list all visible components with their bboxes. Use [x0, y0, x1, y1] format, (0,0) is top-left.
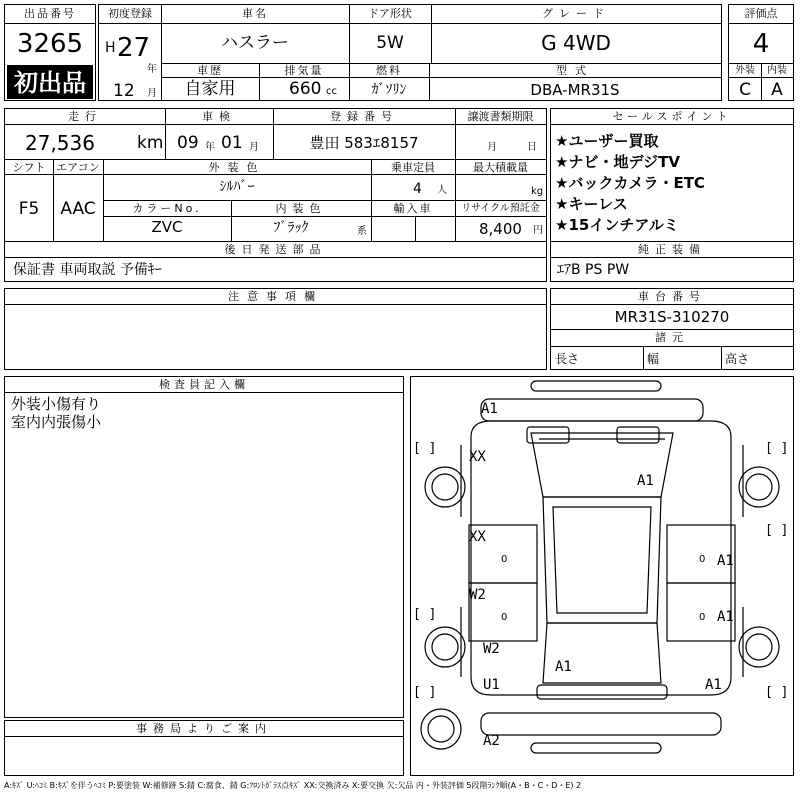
month-unit: 月 [147, 88, 157, 99]
dims-label: 諸元 [655, 331, 689, 344]
zero-mark-3: 0 [501, 612, 508, 623]
door-label: ドア形状 [368, 7, 412, 20]
first-listing-badge: 初出品 [7, 65, 93, 99]
displacement-label: 排気量 [284, 64, 324, 77]
car-name: ハスラー [221, 33, 289, 53]
mileage-unit: km [137, 133, 164, 153]
damage-mark-left-rear-fender: W2 [483, 641, 500, 657]
notes-label: 注意事項欄 [228, 290, 323, 303]
load-unit: kg [531, 186, 544, 197]
car-outline [411, 377, 793, 775]
notes-box [4, 288, 547, 370]
car-diagram [410, 376, 794, 776]
inspection-label: 車検 [202, 110, 236, 123]
inspector-label: 検査員記入欄 [159, 378, 249, 391]
capacity-unit: 人 [437, 185, 447, 196]
selling-point: ★バックカメラ・ETC [555, 174, 705, 192]
bracket-4: [ ] [413, 607, 437, 622]
fuel: ｶﾞｿﾘﾝ [371, 82, 407, 98]
selling-point: ★ナビ・地デジTV [555, 153, 680, 171]
inspector-line-1: 外装小傷有り [11, 395, 102, 413]
inspector-line-2: 室内内張傷小 [11, 413, 102, 431]
mileage-label: 走行 [68, 110, 102, 123]
grade-label: グレード [542, 7, 610, 20]
intcolor-label: 内装色 [275, 202, 327, 215]
score-box [728, 4, 794, 101]
model: DBA-MR31S [530, 81, 620, 99]
damage-mark-rear-bumper: A2 [483, 733, 500, 749]
zero-mark-2: 0 [699, 554, 706, 565]
inspection-month: 01 [221, 133, 243, 153]
office-label: 事務局よりご案内 [136, 722, 272, 735]
lot-label: 出品番号 [24, 7, 76, 20]
history: 自家用 [184, 79, 236, 99]
history-label: 車歴 [197, 64, 223, 77]
recycle-label: リサイクル預託金 [461, 203, 540, 214]
selling-point: ★15インチアルミ [555, 216, 679, 234]
intcolor-unit: 系 [357, 226, 367, 237]
plate: 豊田 583ｴ8157 [309, 134, 419, 152]
header-box [98, 4, 722, 101]
equip: ｴｱB PS PW [557, 262, 630, 278]
selling-point: ★ユーザー買取 [555, 132, 659, 150]
grade: G 4WD [541, 31, 611, 55]
damage-mark-rear-glass: A1 [555, 659, 572, 675]
transfer-month: 月 [487, 142, 497, 153]
equip-label: 純正装備 [638, 243, 706, 256]
colorno: ZVC [151, 218, 183, 236]
capacity: 4 [413, 181, 422, 197]
shift-label: シフト [12, 161, 46, 174]
car-name-label: 車名 [242, 7, 268, 20]
ac-label: エアコン [56, 161, 100, 174]
capacity-label: 乗車定員 [391, 161, 435, 174]
recycle-unit: 円 [533, 225, 543, 236]
lot-number: 3265 [16, 29, 84, 59]
import-label: 輸入車 [393, 202, 433, 215]
color-label: 外装色 [208, 161, 266, 174]
zero-mark-1: 0 [501, 554, 508, 565]
fuel-label: 燃料 [376, 64, 402, 77]
interior-grade: A [771, 80, 783, 100]
later-parts: 保証書 車両取説 予備ｷｰ [13, 262, 162, 278]
displacement: 660 [289, 79, 322, 99]
damage-mark-hood: A1 [637, 473, 654, 489]
length-label: 長さ [555, 352, 580, 366]
selling-label: セールスポイント [612, 110, 732, 123]
score: 4 [752, 29, 770, 59]
zero-mark-4: 0 [699, 612, 706, 623]
chassis-number: MR31S-310270 [614, 308, 730, 326]
transfer-label: 譲渡書類期限 [467, 110, 534, 123]
shift: F5 [18, 199, 40, 219]
lot-box [4, 4, 96, 101]
door: 5W [376, 33, 404, 53]
damage-mark-right-rear: A1 [705, 677, 722, 693]
recycle: 8,400 [479, 220, 522, 238]
exterior-grade: C [739, 80, 751, 100]
selling-point: ★キーレス [555, 195, 628, 213]
mileage: 27,536 [25, 131, 95, 155]
inspection-year-unit: 年 [205, 142, 215, 153]
chassis-label: 車台番号 [638, 290, 706, 303]
displacement-unit: cc [326, 86, 337, 97]
exterior-label: 外装 [735, 65, 755, 76]
colorno-label: カラーNo. [132, 202, 202, 215]
first-reg-year: 27 [117, 33, 151, 63]
color: ｼﾙﾊﾞｰ [219, 179, 255, 195]
damage-mark-front-bumper: A1 [481, 401, 498, 417]
selling-box [550, 108, 794, 282]
damage-mark-left-rear: U1 [483, 677, 500, 693]
selling-list [555, 131, 705, 236]
chassis-box [550, 288, 794, 370]
width-label: 幅 [647, 352, 660, 366]
plate-label: 登録番号 [330, 110, 398, 123]
damage-mark-right-front-door: A1 [717, 553, 734, 569]
inspection-month-unit: 月 [249, 142, 259, 153]
transfer-day: 日 [527, 142, 537, 153]
year-unit: 年 [147, 64, 157, 75]
bracket-5: [ ] [413, 685, 437, 700]
score-label: 評価点 [744, 7, 778, 20]
spec-box [4, 108, 547, 282]
model-label: 型式 [556, 64, 594, 77]
bracket-2: [ ] [765, 441, 789, 456]
inspection-year: 09 [177, 133, 199, 153]
bracket-6: [ ] [765, 685, 789, 700]
ac: AAC [60, 199, 96, 219]
inspector-box [4, 376, 404, 718]
first-reg-month: 12 [113, 81, 135, 101]
first-reg-label: 初度登録 [108, 7, 152, 20]
legend-footer: A:ｷｽﾞ U:ﾍｺﾐ B:ｷｽﾞを伴うﾍｺﾐ P:要塗装 W:補修跡 S:錆 C:腐食、錆 G:ﾌﾛﾝﾄｶﾞﾗｽ点ｷｽﾞ XX:交換済み X:要交換 欠:欠品 内・外装評価 5段階ﾗﾝｸ順(A・B・C・D・E) 2 [4, 781, 582, 790]
era: H [105, 40, 116, 56]
height-label: 高さ [725, 352, 750, 366]
damage-mark-front-left: XX [469, 449, 486, 465]
load-label: 最大積載量 [473, 161, 528, 174]
damage-mark-left-front-door: XX [469, 529, 486, 545]
later-label: 後日発送部品 [224, 243, 327, 256]
interior-label: 内装 [767, 65, 787, 76]
bracket-1: [ ] [413, 441, 437, 456]
damage-mark-left-rear-door: W2 [469, 587, 486, 603]
office-box [4, 720, 404, 776]
bracket-3: [ ] [765, 523, 789, 538]
intcolor: ﾌﾞﾗｯｸ [273, 220, 309, 236]
damage-mark-right-rear-door: A1 [717, 609, 734, 625]
